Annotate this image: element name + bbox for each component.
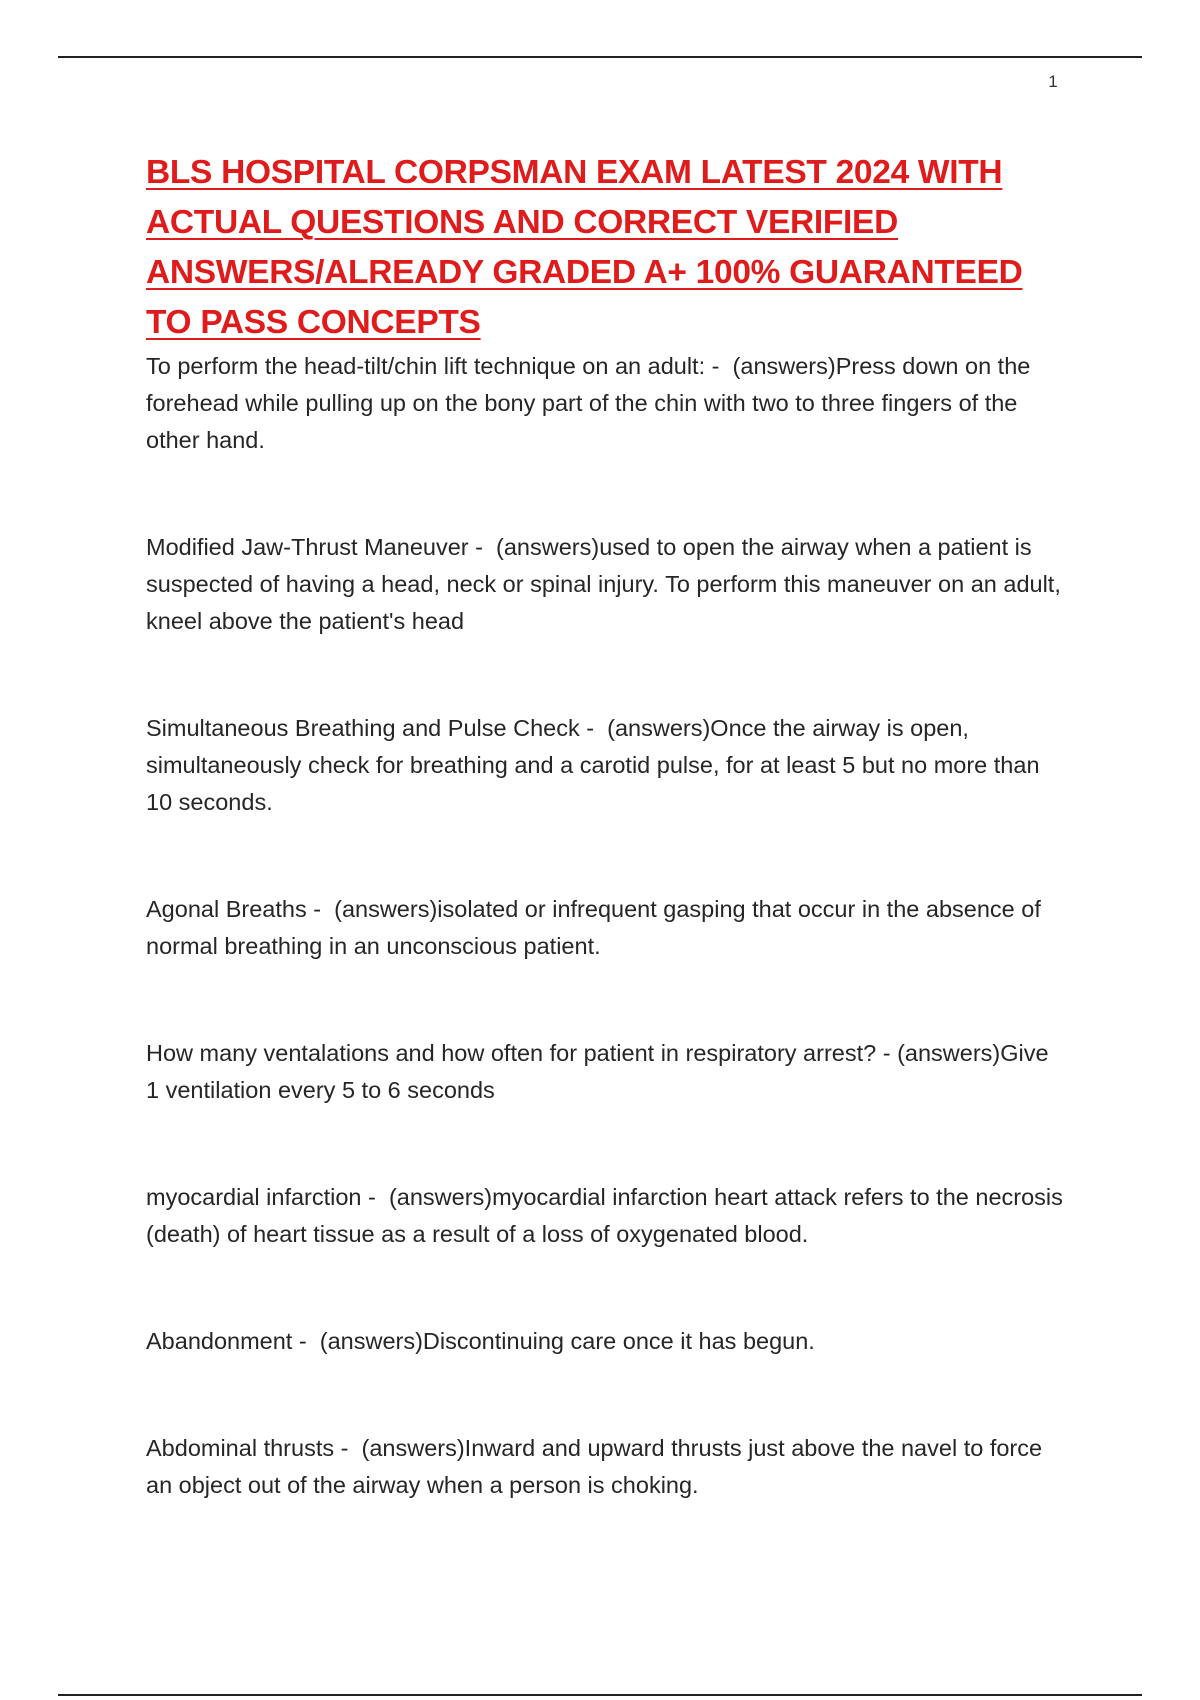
qa-answer: (answers)Discontinuing care once it has begun. (319, 1328, 815, 1354)
qa-item: Abandonment - (answers)Discontinuing care once it has begun. (146, 1328, 815, 1354)
qa-answer: (answers)isolated or infrequent gasping that occur in the absence of normal breathing in an unconscious patient. (146, 896, 1041, 959)
qa-question: Simultaneous Breathing and Pulse Check (146, 715, 580, 741)
qa-answer: (answers)Once the airway is open, simultaneously check for breathing and a carotid pulse, for at least 5 but no more than 10 seconds. (146, 715, 1040, 815)
qa-question: Abdominal thrusts (146, 1435, 335, 1461)
qa-question: How many ventalations and how often for patient in respiratory arrest? (146, 1040, 877, 1066)
qa-answer: (answers)Inward and upward thrusts just above the navel to force an object out of the airway when a person is choking. (146, 1435, 1043, 1498)
qa-list (146, 348, 1066, 1504)
page-number: 1 (1048, 72, 1058, 91)
qa-question: Agonal Breaths (146, 896, 307, 922)
footer-rule (58, 1694, 1142, 1696)
document-title: BLS HOSPITAL CORPSMAN EXAM LATEST 2024 WITH ACTUAL QUESTIONS AND CORRECT VERIFIED ANSWERS/ALREADY GRADED A+ 100% GUARANTEED TO PASS CONCEPTS (146, 154, 1023, 341)
qa-item: Simultaneous Breathing and Pulse Check - (answers)Once the airway is open, simultaneously check for breathing and a carotid pulse, for at least 5 but no more than 10 seconds. (146, 715, 1040, 815)
qa-answer: (answers)used to open the airway when a patient is suspected of having a head, neck or spinal injury. To perform this maneuver on an adult, kneel above the patient's head (146, 534, 1061, 634)
qa-question: To perform the head-tilt/chin lift technique on an adult: (146, 353, 706, 379)
qa-item: To perform the head-tilt/chin lift technique on an adult: - (answers)Press down on the forehead while pulling up on the bony part of the chin with two to three fingers of the other hand. (146, 353, 1031, 453)
header-rule (58, 56, 1142, 58)
qa-question: Modified Jaw-Thrust Maneuver (146, 534, 469, 560)
qa-item: Agonal Breaths - (answers)isolated or infrequent gasping that occur in the absence of normal breathing in an unconscious patient. (146, 896, 1041, 959)
qa-answer: (answers)myocardial infarction heart attack refers to the necrosis (death) of heart tissue as a result of a loss of oxygenated blood. (146, 1184, 1063, 1247)
qa-question: myocardial infarction (146, 1184, 362, 1210)
qa-item: Modified Jaw-Thrust Maneuver - (answers)used to open the airway when a patient is suspected of having a head, neck or spinal injury. To perform this maneuver on an adult, kneel above the patient's head (146, 534, 1061, 634)
qa-item: How many ventalations and how often for patient in respiratory arrest? - (answers)Give 1 ventilation every 5 to 6 seconds (146, 1040, 1049, 1103)
qa-question: Abandonment (146, 1328, 293, 1354)
qa-item: myocardial infarction - (answers)myocardial infarction heart attack refers to the necrosis (death) of heart tissue as a result of a loss of oxygenated blood. (146, 1184, 1063, 1247)
qa-answer: (answers)Give 1 ventilation every 5 to 6 seconds (146, 1040, 1049, 1103)
document-body (146, 148, 1066, 1504)
qa-answer: (answers)Press down on the forehead while pulling up on the bony part of the chin with two to three fingers of the other hand. (146, 353, 1031, 453)
qa-item: Abdominal thrusts - (answers)Inward and upward thrusts just above the navel to force an object out of the airway when a person is choking. (146, 1435, 1043, 1498)
